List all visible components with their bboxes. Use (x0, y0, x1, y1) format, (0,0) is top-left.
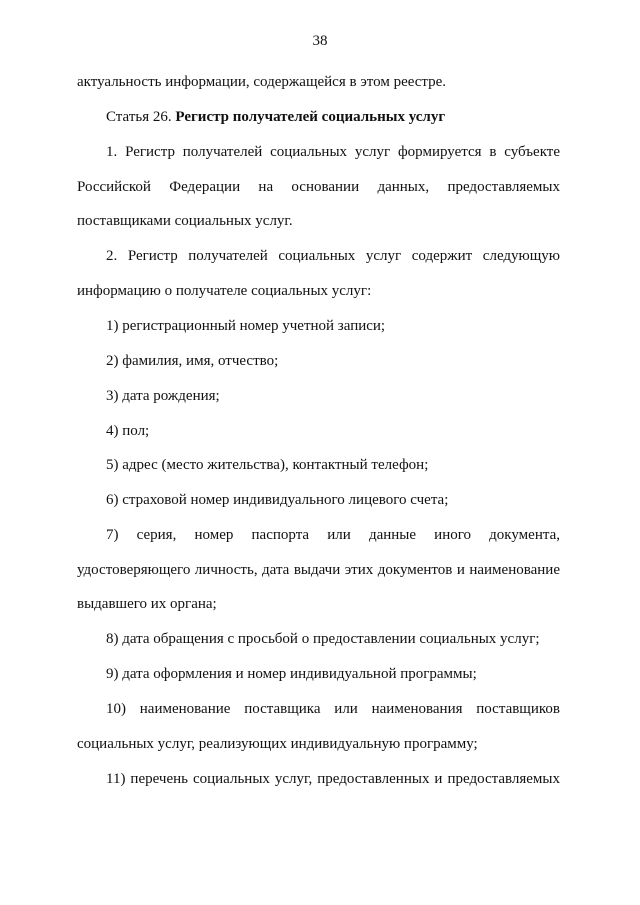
list-item-10: 10) наименование поставщика или наименования поставщиков (106, 701, 560, 717)
list-item-3: 3) дата рождения; (106, 388, 220, 404)
list-item-8: 8) дата обращения с просьбой о предоставлении социальных услуг; (106, 631, 540, 647)
text-line-20: социальных услуг, реализующих индивидуальную программу; (77, 736, 478, 752)
article-title: Регистр получателей социальных услуг (175, 109, 446, 125)
list-item-6: 6) страховой номер индивидуального лицевого счета; (106, 492, 449, 508)
text-line-5: поставщиками социальных услуг. (77, 213, 293, 229)
list-item-1: 1) регистрационный номер учетной записи; (106, 318, 386, 334)
article-heading (106, 107, 560, 127)
text-line-7: информацию о получателе социальных услуг: (77, 283, 372, 299)
text-line-1: актуальность информации, содержащейся в этом реестре. (77, 74, 447, 90)
text-line-16: выдавшего их органа; (77, 596, 217, 612)
text-line-6: 2. Регистр получателей социальных услуг содержит следующую (106, 248, 560, 264)
text-line-3: 1. Регистр получателей социальных услуг формируется в субъекте (106, 144, 560, 160)
page-number: 38 (312, 33, 328, 49)
list-item-9: 9) дата оформления и номер индивидуальной программы; (106, 666, 477, 682)
text-line-15: удостоверяющего личность, дата выдачи этих документов и наименование (77, 562, 560, 578)
article-number: Статья 26. (106, 109, 176, 125)
list-item-11: 11) перечень социальных услуг, предоставленных и предоставляемых (106, 771, 560, 787)
list-item-7: 7) серия, номер паспорта или данные иного документа, (106, 527, 560, 543)
list-item-5: 5) адрес (место жительства), контактный телефон; (106, 457, 429, 473)
text-line-4: Российской Федерации на основании данных, предоставляемых (77, 179, 560, 195)
list-item-2: 2) фамилия, имя, отчество; (106, 353, 279, 369)
list-item-4: 4) пол; (106, 423, 150, 439)
